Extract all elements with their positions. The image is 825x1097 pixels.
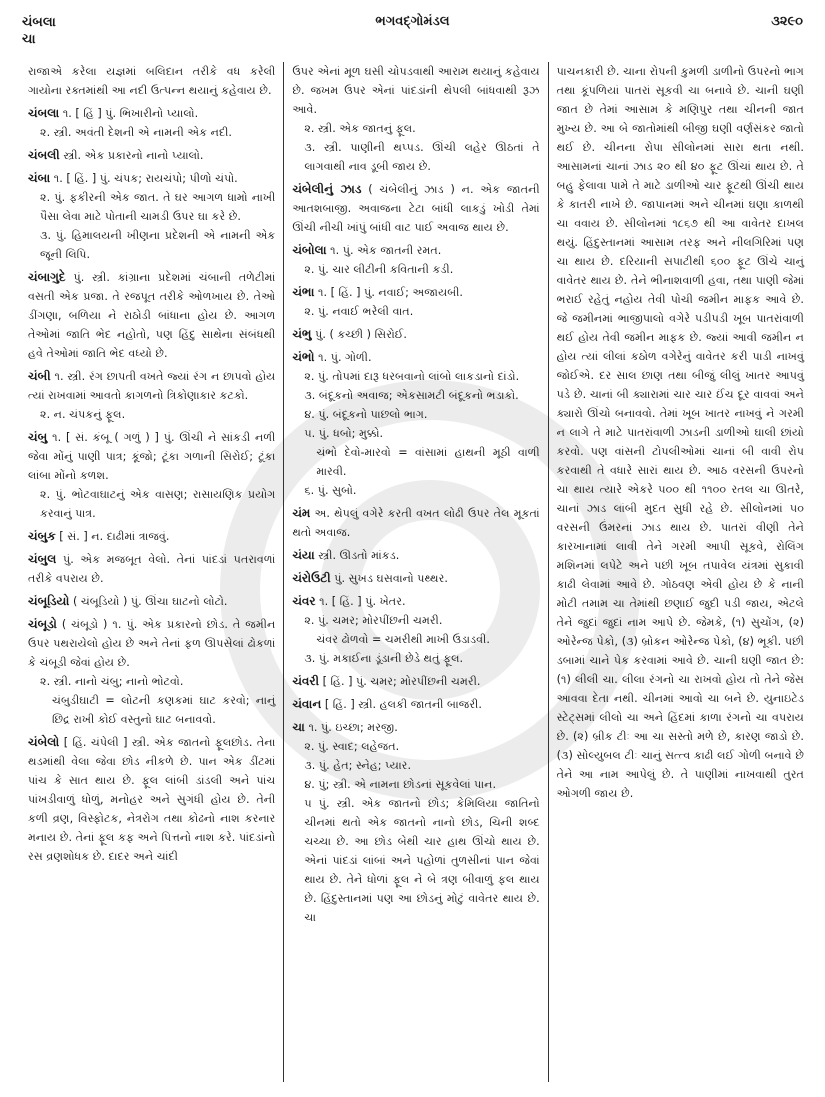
entry-continuation: ઉપર એનાં મૂળ ઘસી ચોપડવાથી આરામ થયાનું કહેવાય છે. જખમ ઉપર એનાં પાંદડાંની થેપલી બાંધવાથી રૂઝ આવે. [292, 65, 540, 116]
dictionary-entry [28, 367, 275, 424]
headword: ચંભુ [292, 327, 312, 341]
headword: ચંવાન [292, 697, 322, 711]
dictionary-entry [28, 550, 275, 588]
dictionary-columns [22, 62, 812, 1082]
entry-sense: ૪. પું; સ્ત્રી. એ નામના છોડનાં સૂકવેલાં પાન. [304, 778, 497, 791]
entry-sense: ૨. પું. ચાર લીટીની કવિતાની કડી. [304, 263, 454, 276]
headword: ચા [292, 720, 305, 734]
guide-word-last: ચા [22, 32, 36, 47]
headword: ચંભા [292, 285, 315, 299]
entry-sense: પું. એક મજબૂત વેલો. તેનાં પાંદડાં પતરાવળાં તરીકે વપરાય છે. [28, 553, 276, 585]
entry-sense: ૨. ન. ચંપકનું ફૂલ. [40, 408, 126, 421]
entry-sense: ૧. પું. ઇચ્છા; મરજી. [308, 721, 398, 734]
book-title: ભગવદ્ગોમંડલ [375, 14, 450, 29]
entry-sense: ૬. પું. સુબો. [304, 484, 357, 497]
entry-sense: ૨. પું. સ્વાદ; લહેજત. [304, 740, 400, 753]
entry-sense: ૧. [ હિં. ] પું. ખેતર. [319, 595, 406, 608]
dictionary-entry [28, 104, 275, 142]
entry-idiom: ચંબુડીઘાટી = લોટની કણકમાં ઘાટ કરવો; નાનું છિદ્ર રાખી કોઈ વસ્તુનો ઘાટ બનાવવો. [52, 694, 276, 726]
dictionary-entry [292, 325, 539, 344]
column-1 [22, 62, 283, 1082]
entry-sense: [ હિં. ચંપેલી ] સ્ત્રી. એક જાતનો ફૂલછોડ. તેના થડમાંથી વેલા જેવા છોડ નીકળે છે. પાન એક ડીંટમાં પાંચ કે સાત થાય છે. ફૂલ લાંબી ડાંડલી અને પાંચ પાંખડીવાળું ધોળું, મનોહર અને સુગંધી હોય છે. તેની કળી વ્રણ, વિસ્ફોટક, નેત્રરોગ તથા કોઢનો નાશ કરનાર મનાય છે. તેનાં ફૂલ કફ અને પિત્તનો નાશ કરે. પાંદડાંનો રસ વ્રણશોધક છે. દાદર અને ચાંદી [28, 736, 276, 863]
entry-sense: ૨. પું. ચમર; મોરપીંછની ચમરી. [304, 614, 443, 627]
dictionary-entry [292, 592, 539, 668]
entry-sense: ૩. પું. હેત; સ્નેહ; પ્યાર. [304, 759, 412, 772]
headword: ચંમ [292, 506, 311, 520]
entry-sense: ૨. પું. ભોટવાઘાટનું એક વાસણ; રાસાયણિક પ્રયોગ કરવાનું પાત્ર. [40, 488, 276, 520]
headword: ચંવર [292, 594, 316, 608]
entry-sense: ૩. પું. મકાઈના ડૂંડાની છેડે થતું ફૂલ. [304, 652, 464, 665]
dictionary-entry [28, 169, 275, 264]
entry-sense: ૧. [ હિં. ] પું. નવાઈ; અજાયબી. [318, 286, 463, 299]
entry-sense: ( ચંબૂડિયો ) પું. ઊંચા ઘાટનો લોટો. [72, 595, 228, 608]
dictionary-entry [292, 718, 539, 927]
entry-sense: ૧. [ સં. કંબૂ ( ગળું ) ] પું. ઊંચી ને સાંકડી નળી જેવા મોંનું પાણી પાત્ર; કૂંજો; ટૂંકા ગળાની સિરોઈ; ટૂંકા લાંબા મોંનો કળશ. [28, 431, 276, 482]
entry-sense: ૨. સ્ત્રી. અવંતી દેશની એ નામની એક નદી. [40, 126, 232, 139]
entry-sense: ૩. પું. હિમાલયની ખીણના પ્રદેશની એ નામની એક જૂની લિપિ. [40, 229, 276, 261]
column-3 [548, 62, 812, 1082]
entry-continuation: પાચનકારી છે. ચાના રોપની કુમળી ડાળીનો ઉપરનો ભાગ તથા કૂંપળિયાં પાતરાં સૂકવી ચા બનાવે છે. ચાની ઘણી જાત છે તેમાં આસામ કે મણિપુર તથા ચીનની જાત મુખ્ય છે. આ બે જાતોમાંથી બીજી ઘણી વર્ણસંકર જાતો થઈ છે. ચીનના રોપા સીલોનમાં સારા થતા નથી. આસામનાં ચાનાં ઝાડ ૨૦ થી ૪૦ ફૂટ ઊંચાં થાય છે. તે બહુ ફેલાવા પામે તે માટે ડાળીઓ ચાર ફૂટથી ઊંચી થાય કે કાતરી નાખે છે. જાપાનમાં અને ચીનમાં ઘણા કાળથી ચા વવાય છે. સીલોનમાં ૧૮૬૭ થી આ વાવેતર દાખલ થયું. હિંદુસ્તાનમાં આસામ તરફ અને નીલગિરિમાં પણ ચા થાય છે. દરિયાની સપાટીથી ૬૦૦ ફૂટ ઊંચે ચાનું વાવેતર થાય છે. તેને ભીનાશવાળી હવા, તથા પાણી જેમાં ભરાઈ રહેતું નહોય તેવી પોચી જમીન માફક આવે છે. જે જમીનમાં ભાજીપાલો વગેરે પડીપડી ખૂબ પાતરાંવાળી થઈ હોય તેવી જમીન માફક છે. જ્યાં આવી જમીન ન હોય ત્યાં લીલાં કઠોળ વગેરેનું વાવેતર કરી પાડી નાખવું જોઈએ. દર સાલ છાણ તથા બીજું લીલું ખાતર આપવું પડે છે. ચાનાં બી ક્યારામાં ચાર ચાર ઈંચ દૂર વાવવાં અને ક્યારો ઊંચો બનાવવો. તેમાં ખૂબ ખાતર નાખવું ને ગરમી ન લાગે તે માટે પાતરાંવાળી ઝાડની ડાળીઓ ઘાલી છાંયો કરવો. પણ વાંસની ટોપલીઓમાં ચાનાં બી વાવી રોપ કરવાથી તે વધારે સારાં થાય છે. આઠ વરસની ઉપરનો ચા થાય ત્યારે એકરે ૫૦૦ થી ૧૧૦૦ રતલ ચા ઊતરે, ચાનાં ઝાડ લાંબી મુદત સુધી રહે છે. સીલોનમાં ૫૦ વરસની ઉંમરનાં ઝાડ થાય છે. પાતરાં વીણી તેને કારખાનામાં લાવી તેને ગરમી આપી સૂકવે, રોલિંગ મશિનમાં લપેટે અને પછી ખૂબ તપાવેલ યંત્રમાં સુકાવી કાઢી લેવામાં આવે છે. ગોઠવણ એવી હોય છે કે નાની મોટી તમામ ચા તેમાંથી છણાઈ જુદી પડી જાય, એટલે તેને જુદાં જુદાં નામ આપે છે. જેમકે, (૧) સુચોંગ, (૨) ઓરેન્જ પેકો, (૩) બ્રોકન ઓરેન્જ પેકો, (૪) ભૂકી. પછી ડબામાં ચાને પેક કરવામાં આવે છે. ચાની ઘણી જાત છે: (૧) લીલી ચા. લીલા રંગનો ચા રાખવો હોય તો તેને જેસ આવવા દેતા નથી. ચીનમાં આવો ચા બને છે. યુનાઇટેડ સ્ટેટ્સમાં લીલો ચા અને હિંદમાં કાળા રંગનો ચા વપરાય છે. (૨) બ્રીક ટીઃ આ ચા સસ્તો મળે છે, કારણ જાડો છે. (૩) સોલ્યુબલ ટીઃ ચાનું સત્ત્વ કાઢી લઈ ગોળી બનાવે છે તેને આ નામ આપેલું છે. તે પાણીમાં નાખવાથી તુરત ઓગળી જાય છે. [556, 65, 804, 800]
entry-sense: અ. થેપલું વગેરે કરતી વખત લોઢી ઉપર તેલ મૂકતાં થતો અવાજ. [292, 507, 540, 539]
dictionary-entry [292, 672, 539, 691]
headword: ચંબા [28, 171, 51, 185]
entry-sense: ૪. પું. બંદૂકનો પાછલો ભાગ. [304, 408, 428, 421]
entry-sense: ૫. પું. ધબો; મુક્કો. [304, 427, 384, 440]
headword: ચંબી [28, 369, 51, 383]
entry-sense: ૨. સ્ત્રી. એક જાતનું ફૂલ. [304, 122, 416, 135]
headword: ચંબૂડિયો [28, 594, 70, 608]
dictionary-entry [28, 527, 275, 546]
entry-sense: [ હિં. ] સ્ત્રી. હલકી જાતની બાજરી. [324, 698, 482, 711]
headword: ચંબુલ [28, 552, 57, 566]
entry-sense: ૩. બંદૂકનો અવાજ; એકસામટી બંદૂકનો ભડાકો. [304, 389, 519, 402]
headword: ચંબેલો [28, 735, 60, 749]
entry-sense: ૩. સ્ત્રી. પાણીની થપ્પડ. ઊંચી લહેર ઊઠતાં તે લાગવાથી નાવ ડૂબી જાય છે. [304, 141, 540, 173]
headword: ચંબલા [28, 106, 60, 120]
dictionary-entry [28, 428, 275, 523]
entry-idiom: ચંવર ઢોળવો = ચમરીથી માખી ઉડાડવી. [316, 633, 490, 646]
entry-sense: સ્ત્રી. ઊડતો માંકડ. [318, 549, 400, 562]
dictionary-entry [292, 569, 539, 588]
headword: ચંબાગુદે [28, 270, 66, 284]
dictionary-entry [28, 268, 275, 363]
dictionary-entry [292, 180, 539, 237]
dictionary-entry [28, 146, 275, 165]
entry-sense: ૫ પું. સ્ત્રી. એક જાતનો છોડ; કેમિલિયા જાતિનો ચીનમાં થતો એક જાતનો નાનો છોડ, ચિની શબ્દ ચચ્ચા છે. આ છોડ બેથી ચાર હાથ ઊંચો થાય છે. એનાં પાંદડાં લાંબાં અને પહોળાં તુળસીનાં પાન જેવાં થાય છે. તેને ધોળાં ફૂલ ને બે ત્રણ બીવાળું ફલ થાય છે. હિંદુસ્તાનમાં પણ આ છોડનું મોટું વાવેતર થાય છે. ચા [304, 797, 540, 924]
entry-sense: ૨. પું. નવાઈ ભરેલી વાત. [304, 305, 414, 318]
page-header [22, 14, 803, 50]
entry-sense: [ હિં. ] પું. ચમર; મોરપીંછની ચમરી. [322, 675, 481, 688]
entry-sense: ૨. પું. તોપમાં દારૂ ધરબવાનો લાંબો લાકડાનો દાંડો. [304, 370, 520, 383]
entry-sense: ૧. પું. એક જાતની રમત. [330, 244, 442, 257]
entry-sense: ૨. પું. ફકીરની એક જાત. તે ઘર આગળ ધામો નાખી પૈસા લેવા માટે પોતાની ચામડી ઉપર ઘા કરે છે. [40, 191, 276, 223]
guide-word-first: ચંબલા [22, 15, 56, 30]
entry-sense: ૧. સ્ત્રી. રંગ છાપતી વખતે જ્યાં રંગ ન છાપવો હોય ત્યાં રાખવામાં આવતો કાગળનો ત્રિકોણાકાર કટકો. [28, 370, 276, 402]
dictionary-entry [28, 62, 275, 100]
dictionary-entry [292, 241, 539, 279]
entry-sense: ૧. [ હિં. ] પું. ચંપક; રાયચંપો; પીળો ચંપો. [53, 172, 238, 185]
entry-sense: ( ચંબેલીનું ઝાડ ) ન. એક જાતની આતશબાજી. અવાજના ટેટા બાંધી લાકડું ખોડી તેમાં ઊંચી નીચી ખાંપું બાંધી વાટ પાઈ અવાજ થાય છે. [292, 183, 540, 234]
entry-sense: ૧. [ હિં ] પું. ભિખારીનો પ્યાલો. [62, 107, 199, 120]
dictionary-entry [28, 592, 275, 611]
headword: ચંવરી [292, 674, 320, 688]
entry-sense: પું. સુખડ ઘસવાનો પથ્થર. [334, 572, 448, 585]
entry-sense: ૧. પું. ગોળી. [318, 351, 372, 364]
dictionary-entry [292, 504, 539, 542]
entry-sense: ( ચંબૂડો ) ૧. પું. એક પ્રકારનો છોડ. તે જમીન ઉપર પથરાયેલો હોય છે અને તેનાં ફળ ઊપસેલાં ઢોકળાં કે ચંબૂડી જેવાં હોય છે. [28, 618, 276, 669]
headword: ચંરોઉટી [292, 571, 331, 585]
headword: ચંભો [292, 350, 315, 364]
entry-sense: પું. સ્ત્રી. કાંગ્રાના પ્રદેશમાં ચંબાની તળેટીમાં વસતી એક પ્રજા. તે રજપૂત તરીકે ઓળખાય છે. તેઓ ડીંગણા, બળિયા ને રાઠોડી બાંધાના હોય છે. આગળ તેઓમાં જાતિ ભેદ નહોતો, પણ હિંદુ સાથેના સંબંધથી હવે તેઓમાં જાતિ ભેદ વધ્યો છે. [28, 271, 276, 360]
headword: ચંબોલા [292, 243, 327, 257]
column-2 [283, 62, 547, 1082]
dictionary-entry [28, 733, 275, 866]
entry-continuation: રાજાએ કરેલા યજ્ઞમાં બલિદાન તરીકે વધ કરેલી ગાયોના રક્તમાંથી આ નદી ઉત્પન્ન થયાનું કહેવાય છે. [28, 65, 276, 97]
entry-sense: [ સં. ] ન. દાઢીમાં ત્રાજવું. [59, 530, 170, 543]
entry-sense: પું. ( કચ્છી ) સિરોઈ. [315, 328, 407, 341]
dictionary-entry [557, 62, 804, 803]
entry-sense: સ્ત્રી. એક પ્રકારનો નાનો પ્યાલો. [63, 149, 204, 162]
dictionary-entry [292, 348, 539, 500]
headword: ચંબુક [28, 529, 56, 543]
dictionary-entry [292, 62, 539, 176]
entry-sense: ૨. સ્ત્રી. નાનો ચંબુ; નાનો ભોટવો. [40, 675, 184, 688]
headword: ચંયા [292, 548, 315, 562]
dictionary-entry [292, 546, 539, 565]
dictionary-entry [292, 695, 539, 714]
headword: ચંબુ [28, 430, 48, 444]
headword: ચંબૂડો [28, 617, 57, 631]
headword: ચંબલી [28, 148, 60, 162]
dictionary-entry [292, 283, 539, 321]
entry-idiom: ચંભો દેવો-મારવો = વાંસામાં હાથની મૂઠી વાળી મારવી. [316, 446, 540, 478]
dictionary-entry [28, 615, 275, 729]
page-number: ૩૨૯૦ [771, 14, 803, 29]
headword: ચંબેલીનું ઝાડ [292, 182, 362, 196]
